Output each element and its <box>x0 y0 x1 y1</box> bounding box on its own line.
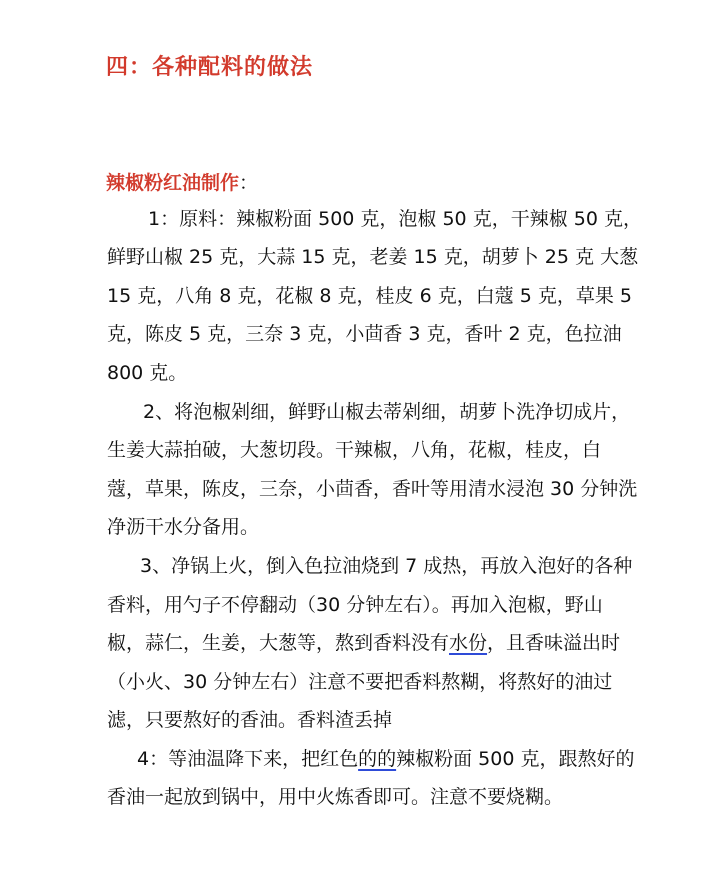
line-text: 椒，蒜仁，生姜，大葱等，熬到香料没有 <box>107 632 450 654</box>
line-text: 4：等油温降下来，把红色 <box>137 748 359 770</box>
paragraph-line: 2、将泡椒剁细，鲜野山椒去蒂剁细，胡萝卜洗净切成片， <box>143 401 631 423</box>
line-text: ，且香味溢出时 <box>487 632 621 654</box>
grammar-marked-word[interactable]: 水份 <box>449 632 488 654</box>
paragraph-line: 蔻，草果，陈皮，三奈，小茴香，香叶等用清水浸泡 30 分钟洗 <box>107 478 638 500</box>
paragraph-line: 净沥干水分备用。 <box>107 516 260 538</box>
paragraph-line: 1：原料：辣椒粉面 500 克，泡椒 50 克，干辣椒 50 克， <box>148 208 642 230</box>
paragraph-line <box>137 747 634 771</box>
line-text: 辣椒粉面 500 克，跟熬好的 <box>396 748 635 770</box>
paragraph-line: 生姜大蒜拍破，大葱切段。干辣椒，八角，花椒，桂皮，白 <box>107 439 602 461</box>
grammar-marked-word[interactable]: 的的 <box>358 748 397 770</box>
paragraph-line: 香油一起放到锅中，用中火炼香即可。注意不要烧糊。 <box>107 786 564 808</box>
section-title <box>106 168 258 195</box>
paragraph-line <box>107 631 620 655</box>
page-title: 四：各种配料的做法 <box>106 55 314 80</box>
section-title-text: 辣椒粉红油制作 <box>106 172 240 194</box>
paragraph-line: 800 克。 <box>107 362 188 384</box>
paragraph-line: 15 克，八角 8 克，花椒 8 克，桂皮 6 克，白蔻 5 克，草果 5 <box>107 285 633 307</box>
section-title-colon: ： <box>239 172 259 194</box>
paragraph-line: 香料，用勺子不停翻动（30 分钟左右）。再加入泡椒，野山 <box>107 594 603 616</box>
paragraph-line: （小火、30 分钟左右）注意不要把香料熬糊，将熬好的油过 <box>107 671 613 693</box>
paragraph-line: 3、净锅上火，倒入色拉油烧到 7 成热，再放入泡好的各种 <box>140 555 633 577</box>
paragraph-line: 克，陈皮 5 克，三奈 3 克，小茴香 3 克，香叶 2 克，色拉油 <box>107 323 622 345</box>
paragraph-line: 滤，只要熬好的香油。香料渣丢掉 <box>107 709 393 731</box>
paragraph-line: 鲜野山椒 25 克，大蒜 15 克，老姜 15 克，胡萝卜 25 克 大葱 <box>107 246 639 268</box>
